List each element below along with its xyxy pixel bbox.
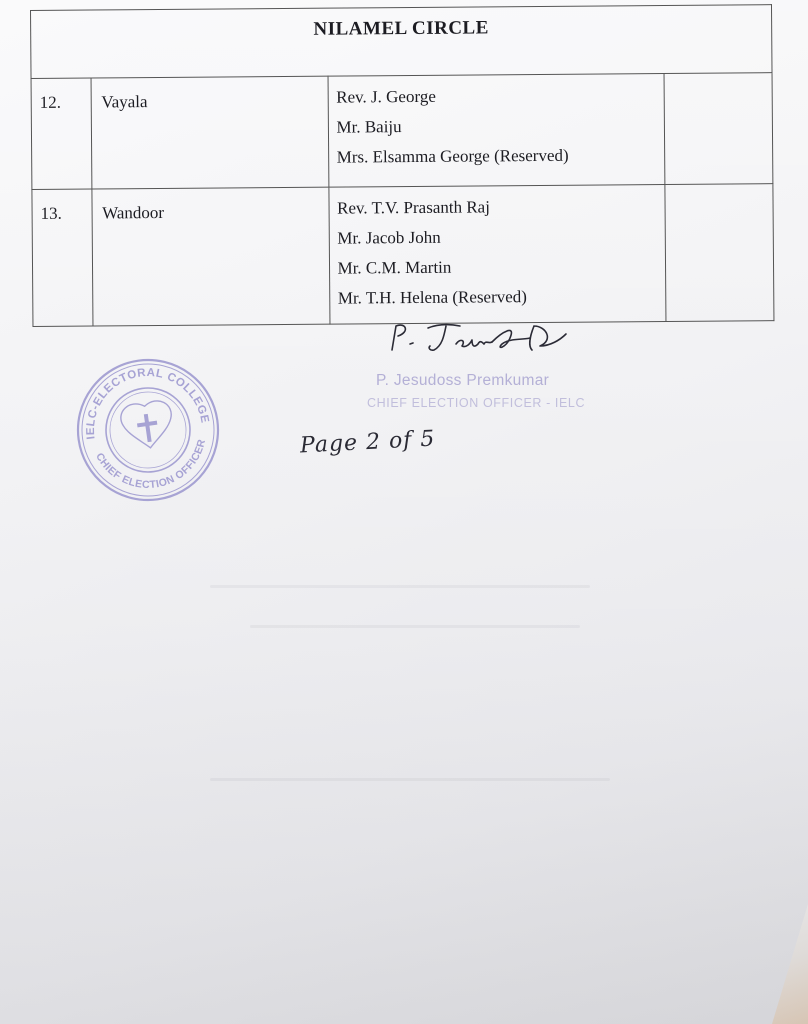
candidate-table-wrapper — [30, 4, 774, 320]
page-corner-shadow — [748, 904, 808, 1024]
candidate-name: Mr. C.M. Martin — [337, 257, 452, 278]
empty-cell — [664, 73, 773, 185]
table-row — [32, 184, 774, 327]
official-seal — [64, 346, 231, 513]
candidate-name: Mr. Baiju — [336, 117, 402, 137]
place-name: Wandoor — [91, 187, 329, 326]
names-cell — [328, 74, 665, 188]
place-name: Vayala — [91, 76, 329, 189]
handwritten-page-note: Page 2 of 5 — [299, 426, 436, 459]
signer-name: P. Jesudoss Premkumar — [376, 372, 550, 389]
table-row — [31, 73, 773, 190]
candidate-name: Mr. T.H. Helena (Reserved) — [337, 287, 528, 308]
show-through-line — [210, 585, 590, 588]
empty-cell — [665, 184, 774, 322]
names-cell — [328, 185, 666, 325]
row-number: 12. — [31, 78, 91, 189]
candidate-name: Mrs. Elsamma George (Reserved) — [336, 145, 569, 167]
candidate-name: Rev. T.V. Prasanth Raj — [337, 197, 490, 218]
candidate-name: Rev. J. George — [336, 86, 436, 107]
circle-header-row — [31, 5, 773, 79]
candidate-table — [30, 4, 774, 327]
seal-text-bottom: CHIEF ELECTION OFFICER — [93, 437, 209, 492]
show-through-line — [210, 778, 610, 781]
seal-text-top: IELC-ELECTORAL COLLEGE — [84, 366, 211, 440]
signer-title: CHIEF ELECTION OFFICER - IELC — [367, 396, 586, 410]
handwritten-signature — [384, 318, 574, 362]
candidate-name: Mr. Jacob John — [337, 227, 441, 248]
show-through-line — [250, 625, 580, 628]
row-number: 13. — [32, 189, 93, 326]
circle-title: NILAMEL CIRCLE — [31, 5, 773, 79]
